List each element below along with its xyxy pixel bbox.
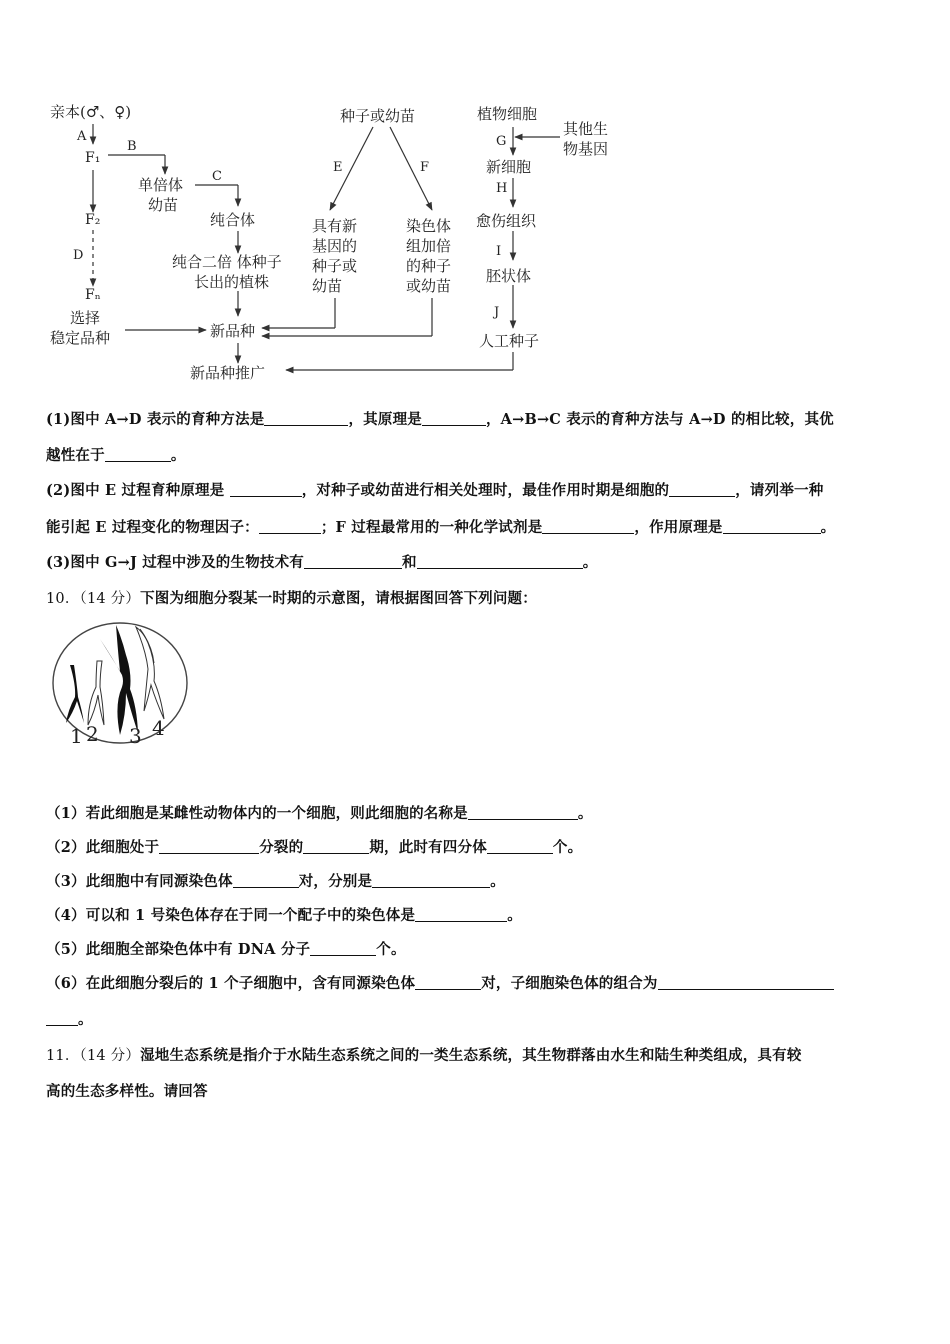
label-other-2: 物基因 xyxy=(563,140,609,158)
label-newgene-3: 种子或 xyxy=(312,257,358,275)
q9-line-3: (2)图中 E 过程育种原理是 ，对种子或幼苗进行相关处理时，最佳作用时期是细胞的 ，请列举一种 xyxy=(46,482,824,499)
blank[interactable] xyxy=(159,838,259,854)
label-E: E xyxy=(333,160,343,175)
blank[interactable] xyxy=(372,872,490,888)
label-chrom-1: 染色体 xyxy=(406,217,452,235)
label-chrom-4: 或幼苗 xyxy=(406,277,452,295)
label-H: H xyxy=(496,181,508,196)
label-callus: 愈伤组织 xyxy=(476,212,537,230)
q11-stem-cont: 高的生态多样性。请回答 xyxy=(46,1083,208,1100)
blank[interactable] xyxy=(542,518,634,534)
cell-division-figure xyxy=(40,615,200,755)
label-Fn: Fₙ xyxy=(85,287,101,303)
label-C: C xyxy=(212,169,222,184)
chromosome-4 xyxy=(136,627,164,719)
blank[interactable] xyxy=(422,410,486,426)
q9-line-2: 越性在于 。 xyxy=(46,447,186,464)
q9-line-5: (3)图中 G→J 过程中涉及的生物技术有 和 。 xyxy=(46,554,598,571)
q10-sub-5: （5）此细胞全部染色体中有 DNA 分子 个。 xyxy=(46,941,406,958)
label-chrom-2: 组加倍 xyxy=(406,237,452,255)
blank[interactable] xyxy=(233,872,299,888)
q10-sub-1: （1）若此细胞是某雌性动物体内的一个细胞，则此细胞的名称是 。 xyxy=(46,805,593,822)
chromosome-label-2: 2 xyxy=(86,722,99,746)
blank[interactable] xyxy=(105,446,171,462)
blank[interactable] xyxy=(264,410,348,426)
label-chrom-3: 的种子 xyxy=(406,257,452,275)
chromosome-1 xyxy=(66,665,84,723)
label-embryoid: 胚状体 xyxy=(486,267,532,285)
label-F2: F₂ xyxy=(85,212,101,228)
chromosome-label-1: 1 xyxy=(70,724,83,748)
chromosome-label-4: 4 xyxy=(152,716,165,740)
label-parent: 亲本(♂、♀) xyxy=(50,103,132,121)
q10-stem: 10．（14 分）下图为细胞分裂某一时期的示意图，请根据图回答下列问题： xyxy=(46,590,537,607)
blank[interactable] xyxy=(259,518,321,534)
q10-sub-3: （3）此细胞中有同源染色体 对，分别是 。 xyxy=(46,873,505,890)
q10-sub-6-cont: 。 xyxy=(46,1009,904,1031)
blank[interactable] xyxy=(230,481,302,497)
label-haploid-2: 幼苗 xyxy=(148,196,179,214)
chromosome-3 xyxy=(100,625,138,735)
label-pure-diploid-2: 长出的植株 xyxy=(194,273,270,291)
q10-sub-2: （2）此细胞处于 分裂的 期，此时有四分体 个。 xyxy=(46,839,583,856)
label-pure: 纯合体 xyxy=(210,211,256,229)
blank[interactable] xyxy=(46,1010,78,1026)
blank[interactable] xyxy=(468,804,578,820)
blank[interactable] xyxy=(303,838,369,854)
blank[interactable] xyxy=(310,940,376,956)
blank[interactable] xyxy=(669,481,735,497)
blank[interactable] xyxy=(304,553,402,569)
label-newgene-1: 具有新 xyxy=(312,217,358,235)
label-haploid-1: 单倍体 xyxy=(138,176,184,194)
blank[interactable] xyxy=(415,906,507,922)
q10-sub-4: （4）可以和 1 号染色体存在于同一个配子中的染色体是 。 xyxy=(46,907,522,924)
label-I: I xyxy=(496,244,502,259)
label-new-cell: 新细胞 xyxy=(486,158,532,176)
label-seed: 种子或幼苗 xyxy=(340,107,416,125)
q9-line-4: 能引起 E 过程变化的物理因子： ；F 过程最常用的一种化学试剂是 ，作用原理是 。 xyxy=(46,519,836,536)
label-promote: 新品种推广 xyxy=(190,364,266,382)
chromosome-label-3: 3 xyxy=(129,724,142,748)
blank[interactable] xyxy=(487,838,553,854)
label-select-2: 稳定品种 xyxy=(50,329,111,347)
q9-line-1: (1)图中 A→D 表示的育种方法是 ，其原理是 ，A→B→C 表示的育种方法与 A→D 的相比较，其优 xyxy=(46,411,834,428)
label-F: F xyxy=(420,160,430,175)
label-J: J xyxy=(494,305,500,320)
q11-stem: 11．（14 分）湿地生态系统是指介于水陆生态系统之间的一类生态系统，其生物群落由水生和陆生种类组成，具有较 xyxy=(46,1047,802,1064)
label-F1: F₁ xyxy=(85,150,101,166)
blank[interactable] xyxy=(415,974,481,990)
label-B: B xyxy=(127,139,137,154)
label-other-1: 其他生 xyxy=(563,120,609,138)
label-artificial-seed: 人工种子 xyxy=(479,332,540,350)
label-D: D xyxy=(73,248,84,263)
label-G: G xyxy=(496,134,507,149)
label-select-1: 选择 xyxy=(70,309,101,327)
label-newgene-2: 基因的 xyxy=(312,237,358,255)
breeding-diagram xyxy=(0,90,950,390)
label-new-variety: 新品种 xyxy=(210,322,256,340)
label-plant-cell: 植物细胞 xyxy=(477,105,538,123)
label-newgene-4: 幼苗 xyxy=(312,277,343,295)
label-pure-diploid-1: 纯合二倍 体种子 xyxy=(172,253,282,271)
blank[interactable] xyxy=(417,553,583,569)
q10-sub-6: （6）在此细胞分裂后的 1 个子细胞中，含有同源染色体 对，子细胞染色体的组合为 xyxy=(46,973,904,995)
chromosome-2 xyxy=(88,661,104,725)
blank[interactable] xyxy=(658,974,834,990)
blank[interactable] xyxy=(723,518,821,534)
label-A: A xyxy=(77,129,87,144)
